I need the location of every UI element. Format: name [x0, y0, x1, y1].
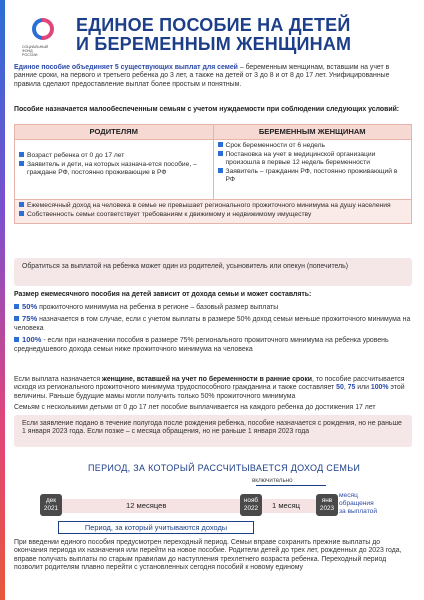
- inclusive-marker: [256, 485, 326, 486]
- list-item: Постановка на учет в медицинской организации произошла в первые 12 недель беременности: [218, 151, 408, 167]
- bullet-icon: [14, 337, 19, 342]
- bullet-icon: [218, 151, 223, 156]
- decorative-stripe: [0, 0, 5, 600]
- conditions-heading: Пособие назначается малообеспеченным семьям с учетом нуждаемости при соблюдении следующих условий:: [14, 106, 400, 113]
- bullet-icon: [19, 152, 24, 157]
- lead-bold: Единое пособие объединяет 5 существующих выплат для семей: [14, 64, 238, 71]
- label-12-months: 12 месяцев: [126, 501, 167, 510]
- badge-jan: янв 2023: [316, 494, 338, 516]
- callout-applicant: Обратиться за выплатой на ребенка может один из родителей, усыновитель или опекун (попечитель): [14, 258, 412, 286]
- list-item: Ежемесячный доход на человека в семье не превышает регионального прожиточного минимума на душу населения: [19, 202, 407, 210]
- size-row: 75% назначается в том случае, если с учетом выплаты в размере 50% доход семьи меньше прожиточного минимума на человека: [14, 314, 411, 332]
- size-row: 50% прожиточного минимума на ребенка в регионе – базовый размер выплаты: [14, 303, 412, 312]
- badge-nov: нояб 2022: [240, 494, 262, 516]
- page-title: ЕДИНОЕ ПОСОБИЕ НА ДЕТЕЙ И БЕРЕМЕННЫМ ЖЕНЩИНАМ: [76, 15, 352, 54]
- bullet-icon: [218, 168, 223, 173]
- bullet-icon: [14, 304, 19, 309]
- bullet-icon: [218, 142, 223, 147]
- period-title: ПЕРИОД, ЗА КОТОРЫЙ РАССЧИТЫВАЕТСЯ ДОХОД СЕМЬИ: [88, 463, 361, 473]
- logo-text: СОЦИАЛЬНЫЙ ФОНД РОССИИ: [22, 45, 49, 58]
- size-list: [14, 303, 412, 357]
- counted-period-label: Период, за который учитываются доходы: [58, 521, 254, 534]
- list-item: Возраст ребенка от 0 до 17 лет: [19, 152, 209, 160]
- size-heading: Размер ежемесячного пособия на детей зависит от дохода семьи и может составлять:: [14, 291, 312, 298]
- parents-cell: [15, 140, 214, 200]
- application-month-label: месяц обращения за выплатой: [339, 492, 378, 515]
- inclusive-label: включительно: [252, 477, 293, 484]
- conditions-table: [14, 124, 412, 224]
- label-1-month: 1 месяц: [272, 501, 301, 510]
- bullet-icon: [19, 161, 24, 166]
- lead-rest: – беременным женщинам, вставшим на учет в ранние сроки, на первого и третьего ребенка до 3 лет, а также на детей от 3 до 8 и от 8 до 17 лет. Унифицированные правила сделают предоставление выплат более простым и понятным.: [14, 64, 390, 88]
- bullet-icon: [14, 316, 19, 321]
- size-row: 100% - если при назначении пособия в размере 75% регионального прожиточного минимума на ребенка уровень среднедушевого дохода семьи ниже прожиточного минимума на человека: [14, 335, 389, 353]
- page-header: [22, 12, 414, 60]
- brand-logo: [22, 16, 64, 58]
- col-pregnant: БЕРЕМЕННЫМ ЖЕНЩИНАМ: [213, 125, 412, 140]
- explain-p1: Если выплата назначается женщине, вставшей на учет по беременности в ранние сроки, то пособие рассчитывается исходя из регионального прожиточного минимума трудоспособного гражданина и также составляет 50, 75 или 100% этой величины. Раньше будущие мамы могли получить только 50% прожиточного минимума: [14, 376, 405, 400]
- explain-p2: Семьям с несколькими детьми от 0 до 17 лет пособие выплачивается на каждого ребенка до достижения 17 лет: [14, 404, 376, 412]
- list-item: Собственность семьи соответствует требованиям к движимому и недвижимому имуществу: [19, 211, 407, 219]
- pregnant-cell: [213, 140, 412, 200]
- list-item: Срок беременности от 6 недель: [218, 142, 408, 150]
- bullet-icon: [19, 202, 24, 207]
- explain-paragraph: [14, 376, 412, 413]
- badge-start: дек 2021: [40, 494, 62, 516]
- transition-paragraph: При введении единого пособия предусмотрен переходный период. Семьи вправе сохранить прежние выплаты до окончания периода их назначения или перейти на новое пособие. Родители детей до трех лет, рожденных до 2023 года, вправе получать выплаты по старым правилам до наступления трехлетнего возраста ребенка. Переходный период позволит родителям плавно перейти с установленных сегодня пособий к новому единому: [14, 539, 402, 572]
- common-cell: [15, 200, 412, 224]
- callout-timing: Если заявление подано в течение полугода после рождения ребенка, пособие назначается с рождения, но не раньше 1 января 2023 года. Если позже – с месяца обращения, но не раньше 1 января 2023 года: [14, 415, 412, 447]
- col-parents: РОДИТЕЛЯМ: [15, 125, 214, 140]
- lead-paragraph: [14, 64, 412, 89]
- period-timeline: [40, 494, 340, 516]
- list-item: Заявитель и дети, на которых назнача-ется пособие, – граждане РФ, постоянно проживающие в РФ: [19, 161, 209, 177]
- bullet-icon: [19, 211, 24, 216]
- logo-icon: [30, 16, 56, 42]
- list-item: Заявитель – гражданин РФ, постоянно проживающий в РФ: [218, 168, 408, 184]
